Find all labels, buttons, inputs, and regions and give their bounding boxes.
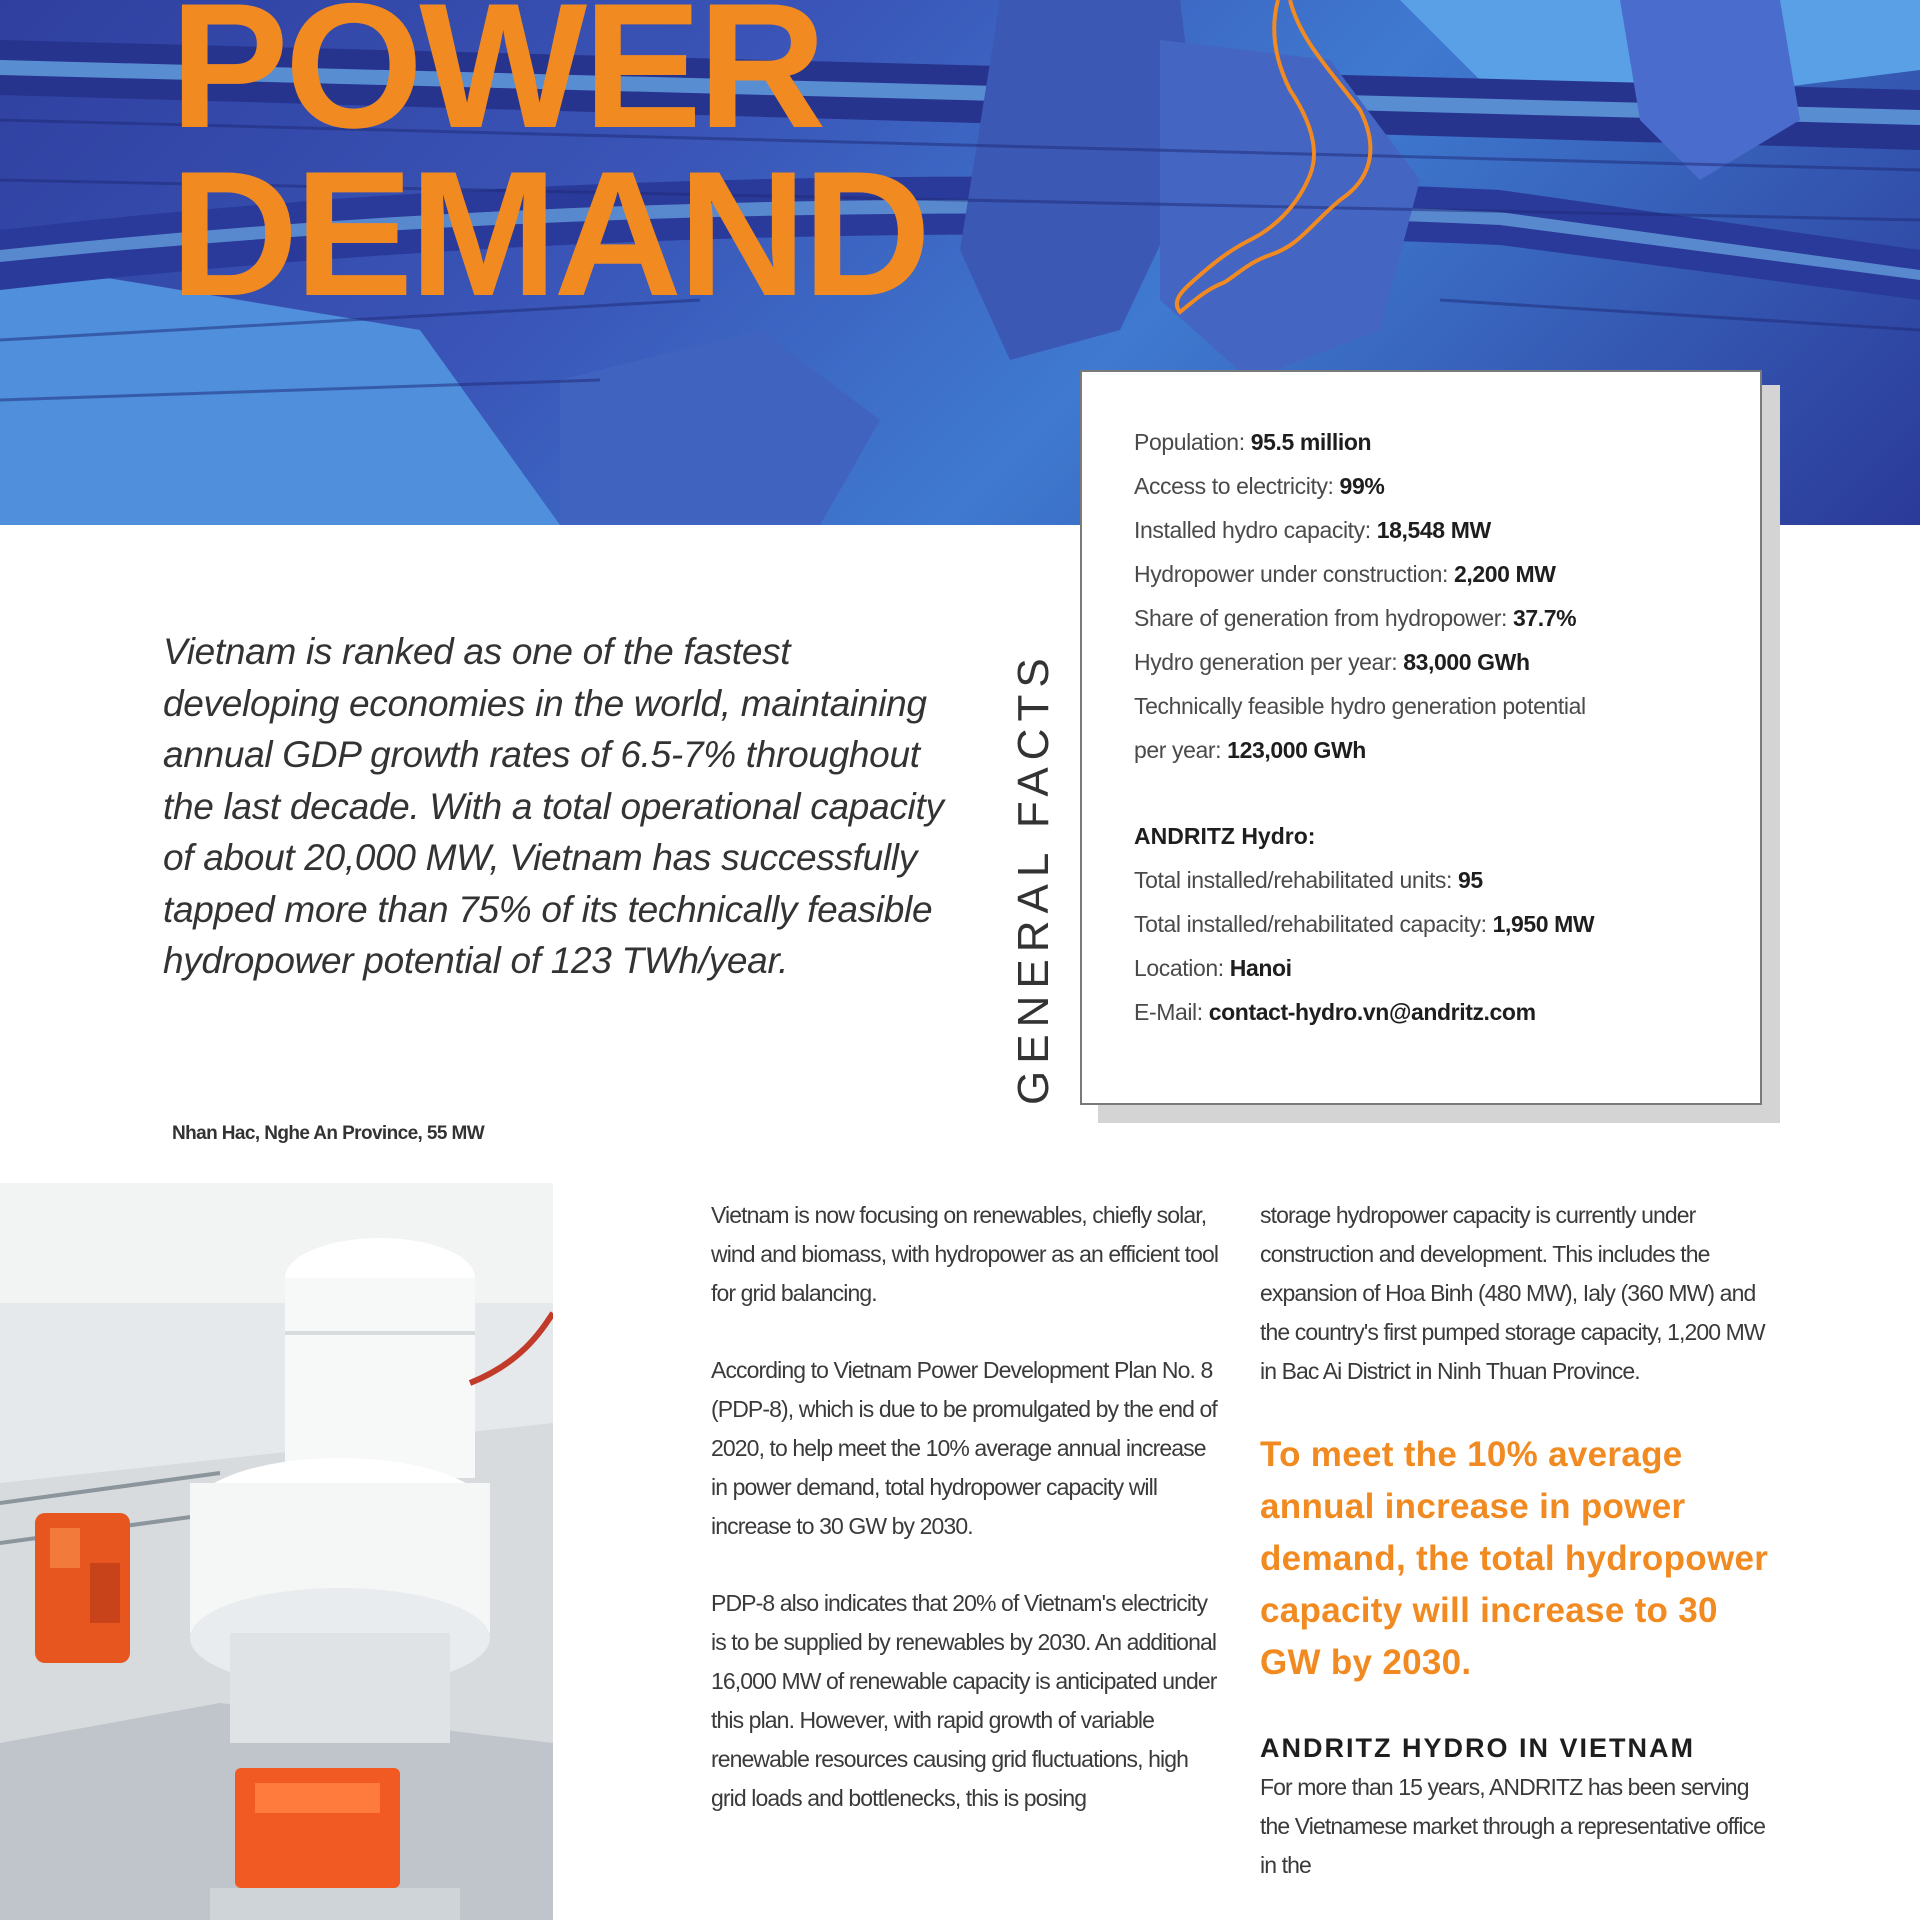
page-title: POWER DEMAND [170, 0, 928, 333]
generator-photo [0, 1183, 553, 1920]
fact-andritz-email: E-Mail: contact-hydro.vn@andritz.com [1134, 999, 1536, 1025]
fact-andritz-units: Total installed/rehabilitated units: 95 [1134, 867, 1483, 893]
photo-caption: Nhan Hac, Nghe An Province, 55 MW [172, 1123, 485, 1144]
fact-electricity-access: Access to electricity: 99% [1134, 473, 1385, 499]
fact-feasible-potential: Technically feasible hydro generation potential [1134, 693, 1586, 719]
fact-installed-hydro: Installed hydro capacity: 18,548 MW [1134, 517, 1491, 543]
body-paragraph: PDP-8 also indicates that 20% of Vietnam's electricity is to be supplied by renewables by 2030. An additional 16,000 MW of renewable capacity is anticipated under this plan. However, with rapid growth of variable renewable resources causing grid fluctuations, high grid loads and bottlenecks, this is posing [711, 1590, 1217, 1811]
intro-paragraph: Vietnam is ranked as one of the fastest developing economies in the world, maintaining annual GDP growth rates of 6.5-7% throughout the last decade. With a total operational capacity of about 20,000 MW, Vietnam has successfully tapped more than 75% of its technically feasible hydropower potential of 123 TWh/year. [163, 631, 944, 981]
general-facts-box [1080, 370, 1762, 1105]
body-column-left [711, 1196, 1221, 1856]
pull-quote: To meet the 10% average annual increase in power demand, the total hydropower capacity will increase to 30 GW by 2030. [1260, 1435, 1769, 1682]
fact-hydro-generation: Hydro generation per year: 83,000 GWh [1134, 649, 1530, 675]
body-paragraph: According to Vietnam Power Development Plan No. 8 (PDP-8), which is due to be promulgated by the end of 2020, to help meet the 10% average annual increase in power demand, total hydropower capacity will increase to 30 GW by 2030. [711, 1357, 1217, 1539]
body-paragraph: Vietnam is now focusing on renewables, chiefly solar, wind and biomass, with hydropower as an efficient tool for grid balancing. [711, 1202, 1219, 1306]
general-facts-label: GENERAL FACTS [1009, 651, 1058, 1105]
fact-population: Population: 95.5 million [1134, 429, 1372, 455]
generator-illustration [0, 1183, 553, 1920]
body-paragraph: storage hydropower capacity is currently under construction and development. This includes the expansion of Hoa Binh (480 MW), Ialy (360 MW) and the country's first pumped storage capacity, 1,200 MW in Bac Ai District in Ninh Thuan Province. [1260, 1202, 1765, 1384]
fact-andritz-capacity: Total installed/rehabilitated capacity: 1,950 MW [1134, 911, 1595, 937]
fact-hydro-share: Share of generation from hydropower: 37.7% [1134, 605, 1577, 631]
section-heading: ANDRITZ HYDRO IN VIETNAM [1260, 1733, 1695, 1763]
body-column-right [1260, 1196, 1770, 1923]
fact-feasible-potential-value: per year: 123,000 GWh [1134, 737, 1366, 763]
body-paragraph: For more than 15 years, ANDRITZ has been serving the Vietnamese market through a representative office in the [1260, 1774, 1766, 1878]
email-link[interactable]: contact-hydro.vn@andritz.com [1208, 999, 1536, 1025]
fact-andritz-location: Location: Hanoi [1134, 955, 1292, 981]
andritz-facts-heading: ANDRITZ Hydro: [1134, 823, 1316, 849]
fact-under-construction: Hydropower under construction: 2,200 MW [1134, 561, 1556, 587]
